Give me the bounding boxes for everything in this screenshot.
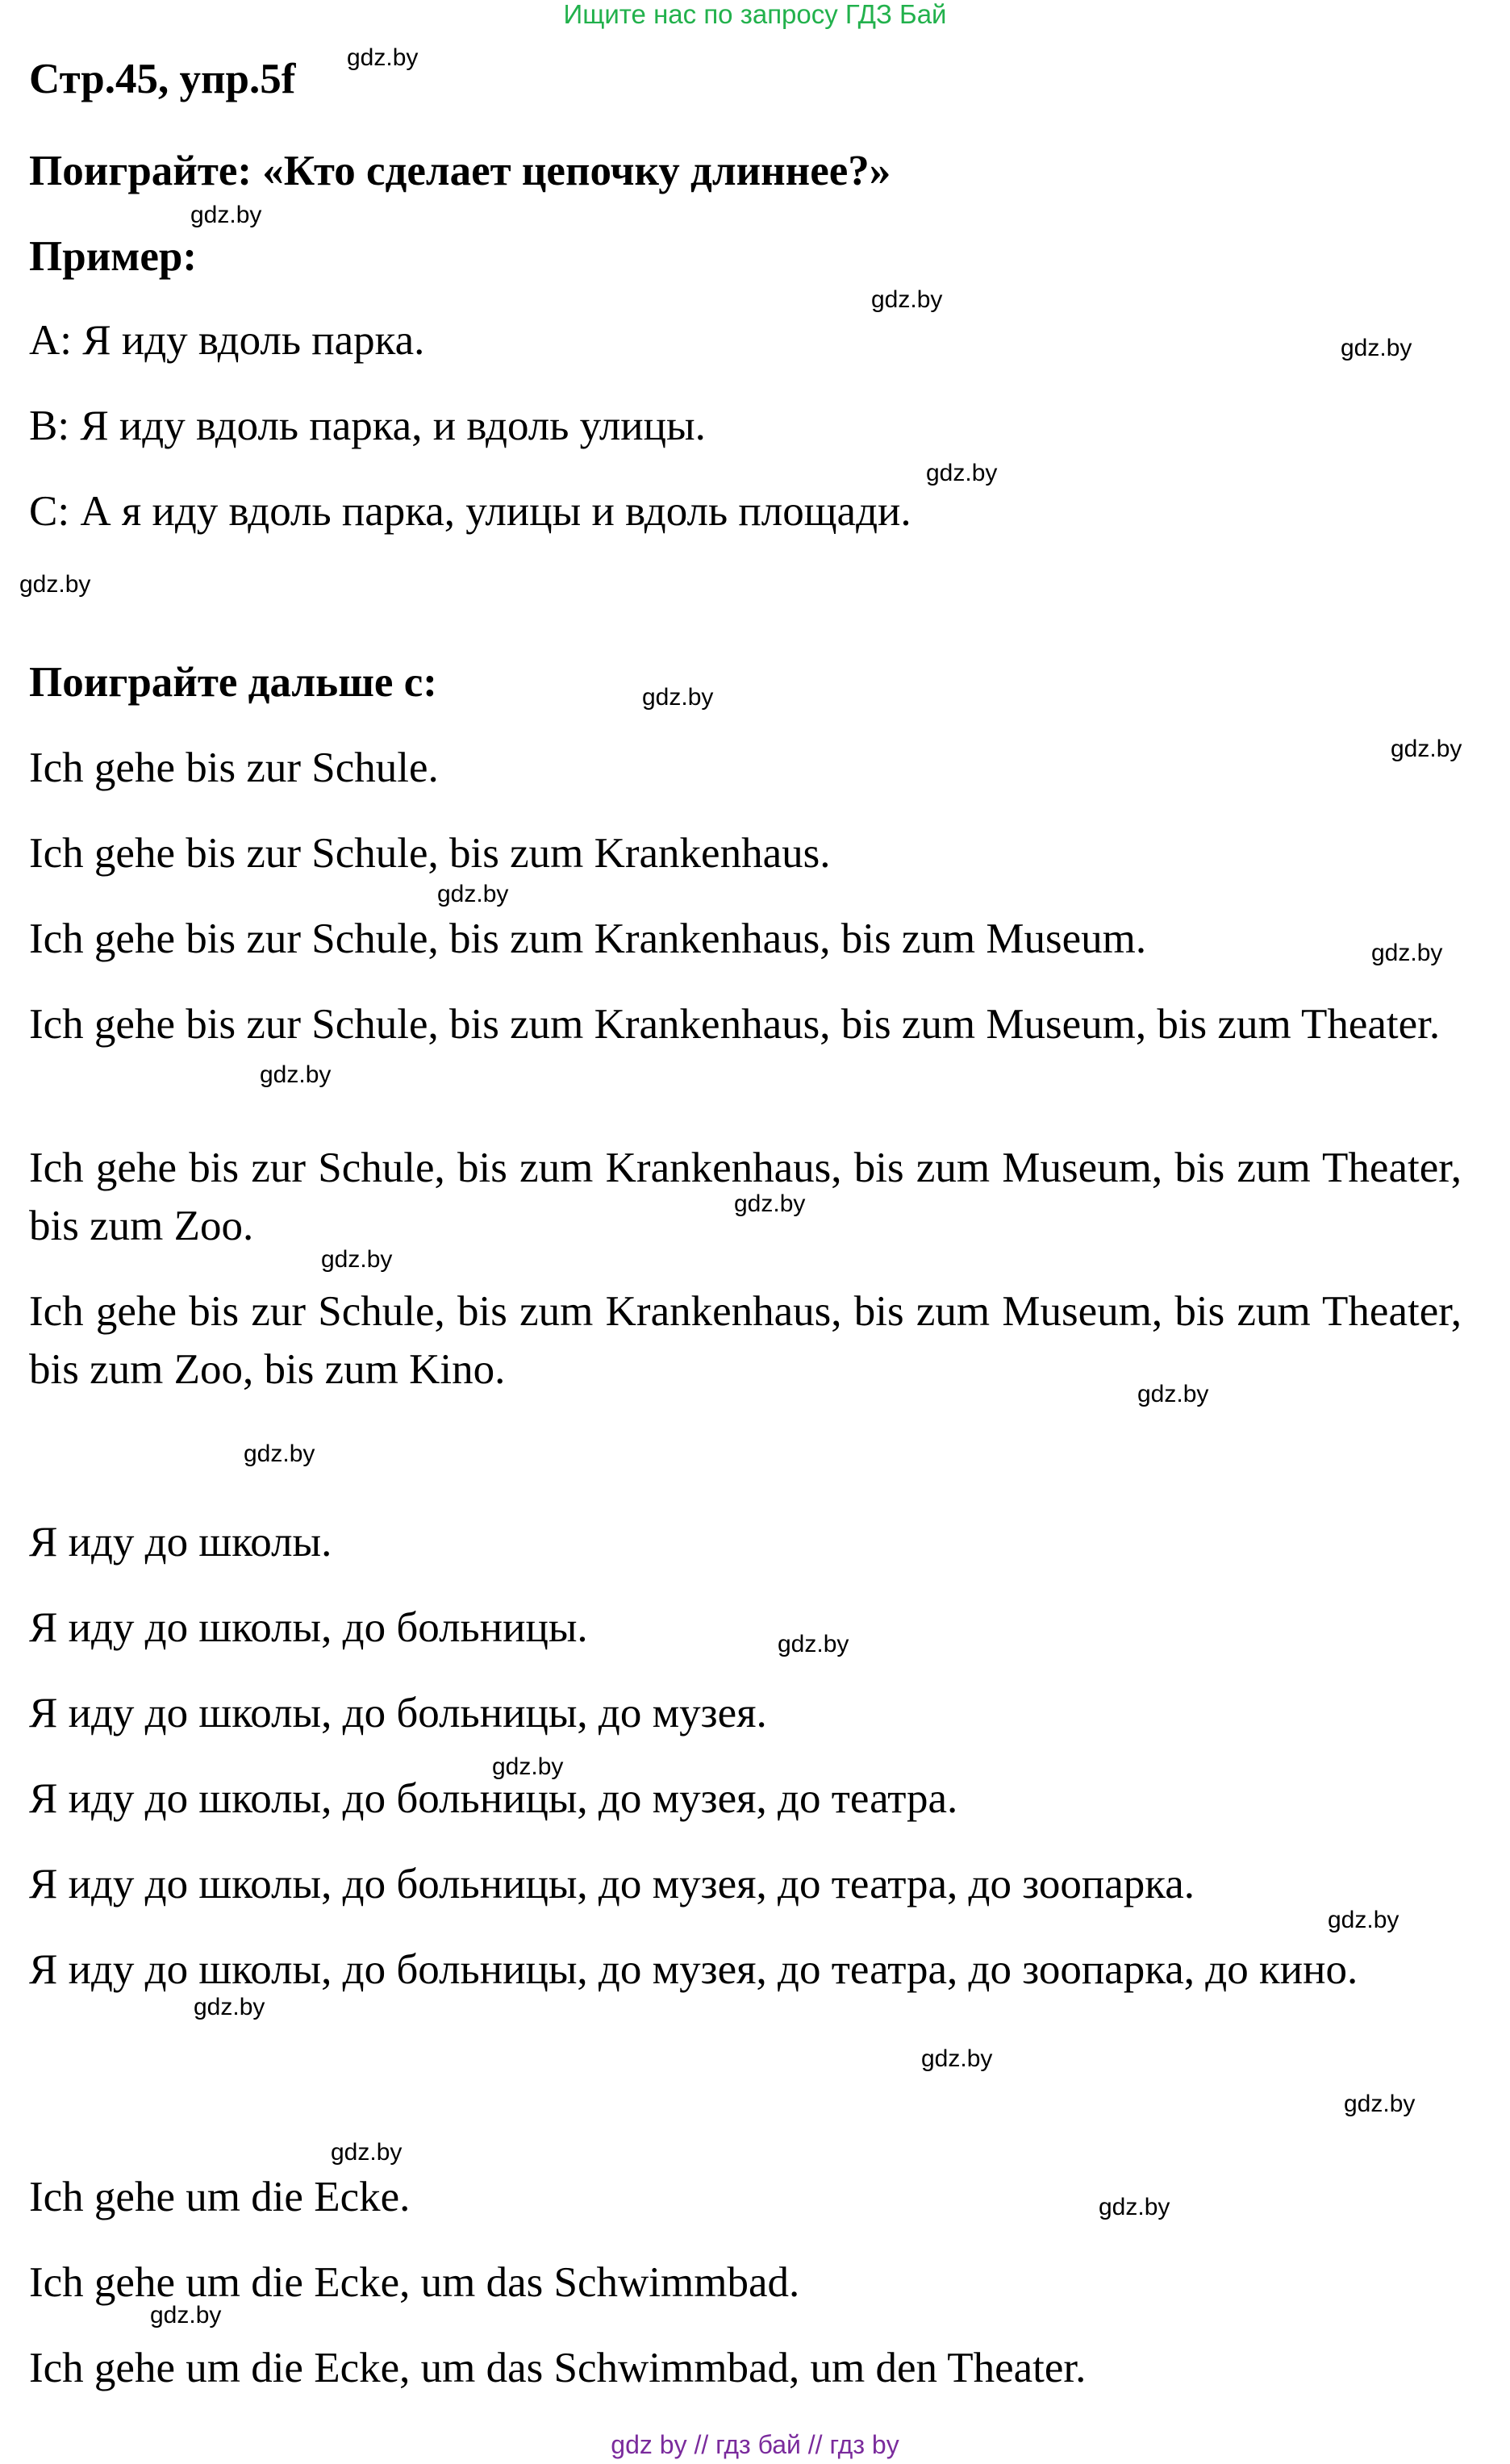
chain-de2-line: Ich gehe um die Ecke, um das Schwimmbad. bbox=[29, 2259, 800, 2306]
watermark: gdz.by bbox=[19, 571, 91, 598]
footer-links[interactable]: gdz by // гдз бай // гдз by bbox=[611, 2430, 899, 2459]
watermark: gdz.by bbox=[150, 2302, 222, 2329]
chain-de2-line: Ich gehe um die Ecke. bbox=[29, 2174, 411, 2220]
continue-label: Поиграйте дальше с: bbox=[29, 659, 437, 706]
page-reference: Стр.45, упр.5f bbox=[29, 56, 296, 102]
chain-de-line: Ich gehe bis zur Schule, bis zum Krankenhaus, bis zum Museum. bbox=[29, 915, 1147, 962]
chain-ru-line: Я иду до школы, до больницы, до музея, до театра, до зоопарка, до кино. bbox=[29, 1946, 1358, 1993]
example-line-c: С: А я иду вдоль парка, улицы и вдоль площади. bbox=[29, 488, 911, 535]
chain-ru-line: Я иду до школы, до больницы. bbox=[29, 1604, 588, 1651]
example-line-b: В: Я иду вдоль парка, и вдоль улицы. bbox=[29, 402, 706, 449]
chain-ru-line: Я иду до школы, до больницы, до музея, до театра, до зоопарка. bbox=[29, 1861, 1195, 1907]
watermark: gdz.by bbox=[437, 881, 509, 907]
chain-de-line: Ich gehe bis zur Schule. bbox=[29, 744, 439, 791]
watermark: gdz.by bbox=[260, 1061, 332, 1088]
watermark: gdz.by bbox=[778, 1631, 849, 1657]
watermark: gdz.by bbox=[1391, 736, 1462, 762]
watermark: gdz.by bbox=[734, 1190, 806, 1217]
watermark: gdz.by bbox=[331, 2139, 403, 2166]
example-label: Пример: bbox=[29, 233, 197, 280]
watermark: gdz.by bbox=[921, 2045, 993, 2072]
example-line-a: А: Я иду вдоль парка. bbox=[29, 317, 425, 364]
watermark: gdz.by bbox=[642, 684, 714, 711]
chain-ru-line: Я иду до школы, до больницы, до музея, до театра. bbox=[29, 1775, 958, 1822]
watermark: gdz.by bbox=[190, 202, 262, 228]
watermark: gdz.by bbox=[926, 460, 998, 486]
watermark: gdz.by bbox=[871, 286, 943, 313]
chain-de2-line: Ich gehe um die Ecke, um das Schwimmbad, um den Theater. bbox=[29, 2345, 1087, 2391]
chain-de-line: Ich gehe bis zur Schule, bis zum Krankenhaus, bis zum Museum, bis zum Theater. bbox=[29, 1001, 1441, 1048]
watermark: gdz.by bbox=[1099, 2194, 1170, 2220]
chain-ru-line: Я иду до школы. bbox=[29, 1519, 332, 1566]
chain-ru-line: Я иду до школы, до больницы, до музея. bbox=[29, 1690, 767, 1736]
chain-de-line: Ich gehe bis zur Schule, bis zum Krankenhaus, bis zum Museum, bis zum Theater, bis zum Zoo. bbox=[29, 1144, 1462, 1249]
watermark: gdz.by bbox=[1137, 1381, 1209, 1407]
watermark: gdz.by bbox=[1328, 1907, 1399, 1933]
watermark: gdz.by bbox=[1371, 940, 1443, 966]
chain-de-line: Ich gehe bis zur Schule, bis zum Krankenhaus. bbox=[29, 830, 831, 877]
watermark: gdz.by bbox=[1344, 2091, 1416, 2117]
watermark: gdz.by bbox=[1341, 335, 1412, 361]
watermark: gdz.by bbox=[194, 1994, 265, 2020]
watermark: gdz.by bbox=[492, 1753, 564, 1780]
watermark: gdz.by bbox=[347, 44, 419, 71]
search-banner[interactable]: Ищите нас по запросу ГДЗ Бай bbox=[563, 0, 947, 29]
chain-de-line: Ich gehe bis zur Schule, bis zum Krankenhaus, bis zum Museum, bis zum Theater, bis zum Zoo, bis zum Kino. bbox=[29, 1288, 1462, 1393]
watermark: gdz.by bbox=[321, 1246, 393, 1273]
task-title: Поиграйте: «Кто сделает цепочку длиннее?» bbox=[29, 148, 891, 194]
watermark: gdz.by bbox=[244, 1440, 315, 1467]
